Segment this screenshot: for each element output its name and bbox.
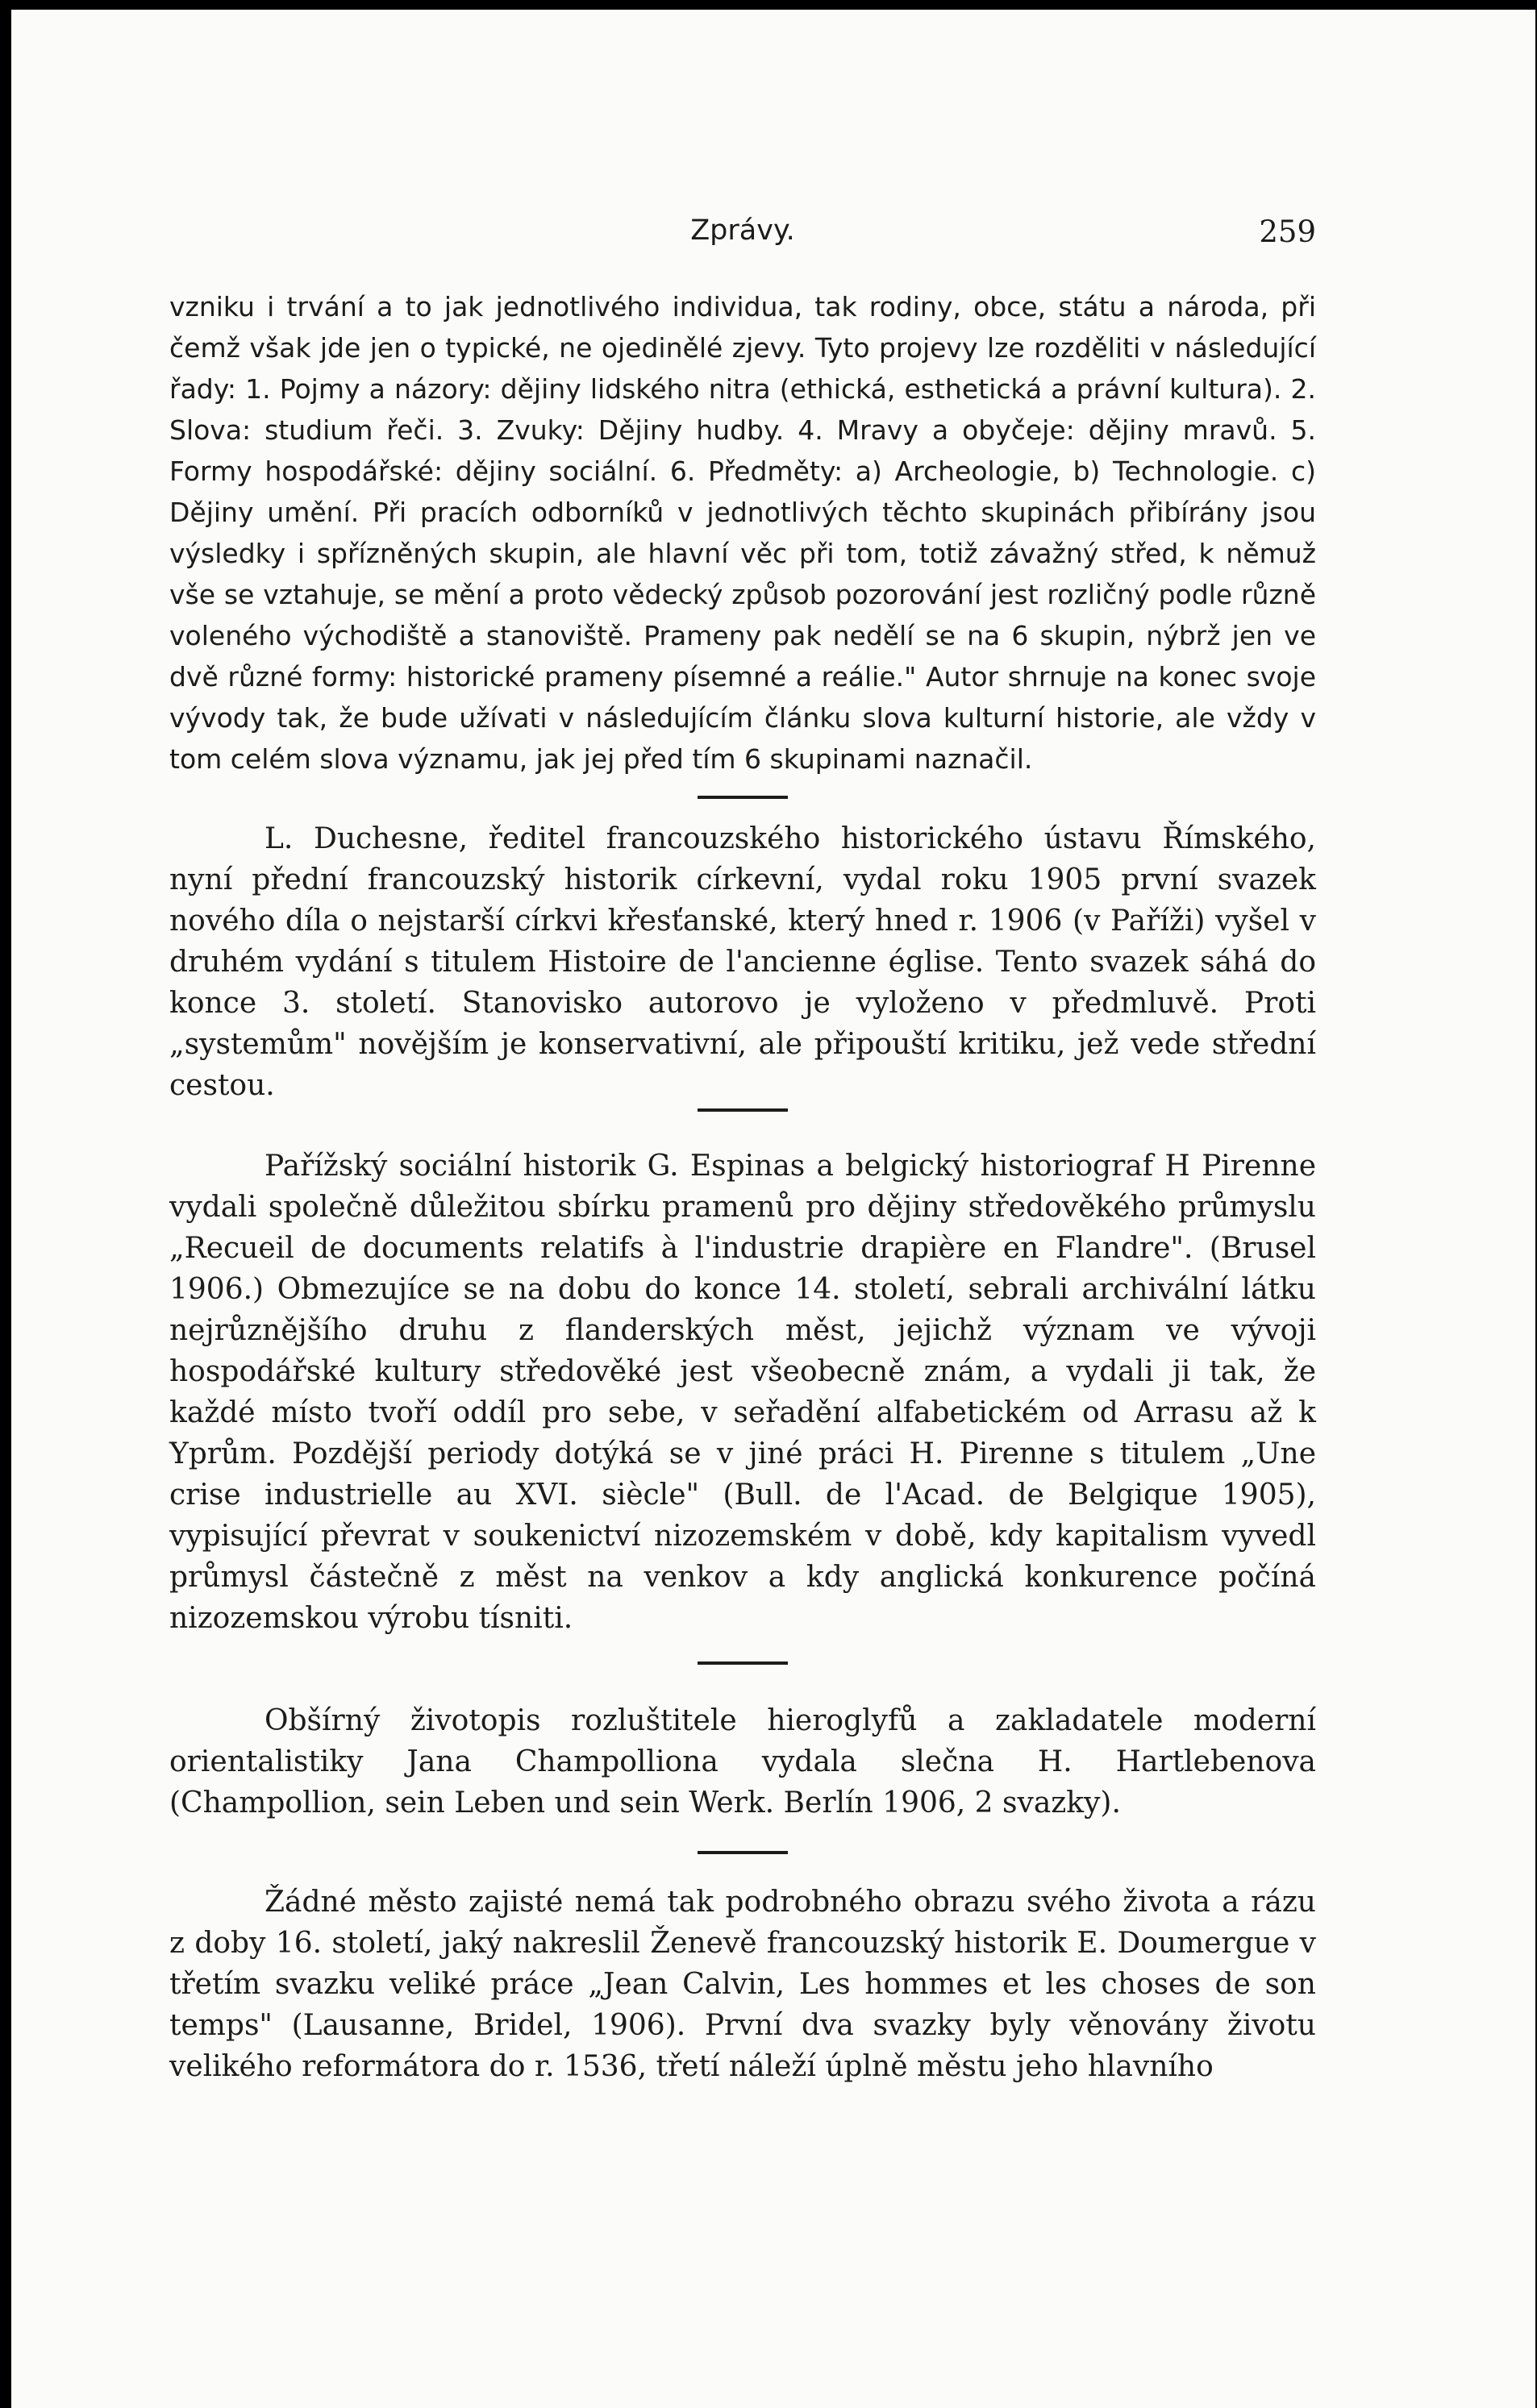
paragraph-duchesne: L. Duchesne, ředitel francouzského historického ústavu Římského, nyní přední francouzský historik církevní, vydal roku 1905 první svazek nového díla o nejstarší církvi křesťanské, který hned r. 1906 (v Paříži) vyšel v druhém vydání s titulem Histoire de l'ancienne église. Tento svazek sáhá do konce 3. století. Stanovisko autorovo je vyloženo v předmluvě. Proti „systemům" novějším je konservativní, ale připouští kritiku, jež vede střední cestou. xyxy=(169,822,1316,1102)
section-divider xyxy=(698,1851,788,1854)
section-divider xyxy=(698,1661,788,1665)
section-divider xyxy=(698,796,788,799)
paragraph-champollion: Obšírný životopis rozluštitele hieroglyfů a zakladatele moderní orientalistiky Jana Champolliona vydala slečna H. Hartlebenova (Champollion, sein Leben und sein Werk. Berlín 1906, 2 svazky). xyxy=(169,1704,1316,1820)
running-title: Zprávy. xyxy=(690,214,795,247)
body-text xyxy=(169,286,1316,2087)
section-divider xyxy=(698,1108,788,1112)
paragraph-espinas-pirenne: Pařížský sociální historik G. Espinas a belgický historiograf H Pirenne vydali společně důležitou sbírku pramenů pro dějiny středověkého průmyslu „Recueil de documents relatifs à l'industrie drapière en Flandre". (Brusel 1906.) Obmezujíce se na dobu do konce 14. století, sebrali archivální látku nejrůznějšího druhu z flanderských měst, jejichž význam ve vývoji hospodářské kultury středověké jest všeobecně znám, a vydali ji tak, že každé místo tvoří oddíl pro sebe, v seřadění alfabetickém od Arrasu až k Yprům. Pozdější periody dotýká se v jiné práci H. Pirenne s titulem „Une crise industrielle au XVI. siècle" (Bull. de l'Acad. de Belgique 1905), vypisující převrat v soukenictví nizozemském v době, kdy kapitalism vyvedl průmysl částečně z měst na venkov a kdy anglická konkurence počíná nizozemskou výrobu tísniti. xyxy=(169,1150,1316,1635)
paragraph-doumergue: Žádné město zajisté nemá tak podrobného obrazu svého života a rázu z doby 16. století, jaký nakreslil Ženevě francouzský historik E. Doumergue v třetím svazku veliké práce „Jean Calvin, Les hommes et les choses de son temps" (Lausanne, Bridel, 1906). První dva svazky byly věnovány životu velikého reformátora do r. 1536, třetí náleží úplně městu jeho hlavního xyxy=(169,1886,1316,2083)
paragraph-kulturni-historie: vzniku i trvání a to jak jednotlivého individua, tak rodiny, obce, státu a národa, při čemž však jde jen o typické, ne ojedinělé zjevy. Tyto projevy lze rozděliti v následující řady: 1. Pojmy a názory: dějiny lidského nitra (ethická, esthetická a právní kultura). 2. Slova: studium řeči. 3. Zvuky: Dějiny hudby. 4. Mravy a obyčeje: dějiny mravů. 5. Formy hospodářské: dějiny sociální. 6. Předměty: a) Archeologie, b) Technologie. c) Dějiny umění. Při pracích odborníků v jednotlivých těchto skupinách přibírány jsou výsledky i spřízněných skupin, ale hlavní věc při tom, totiž závažný střed, k němuž vše se vztahuje, se mění a proto vědecký způsob pozorování jest rozličný podle různě voleného východiště a stanoviště. Prameny pak nedělí se na 6 skupin, nýbrž jen ve dvě různé formy: historické prameny písemné a reálie." Autor shrnuje na konec svoje vývody tak, že bude užívati v následujícím článku slova kulturní historie, ale vždy v tom celém slova významu, jak jej před tím 6 skupinami naznačil. xyxy=(169,291,1316,775)
page-header xyxy=(169,214,1316,255)
page-number: 259 xyxy=(1259,214,1316,249)
